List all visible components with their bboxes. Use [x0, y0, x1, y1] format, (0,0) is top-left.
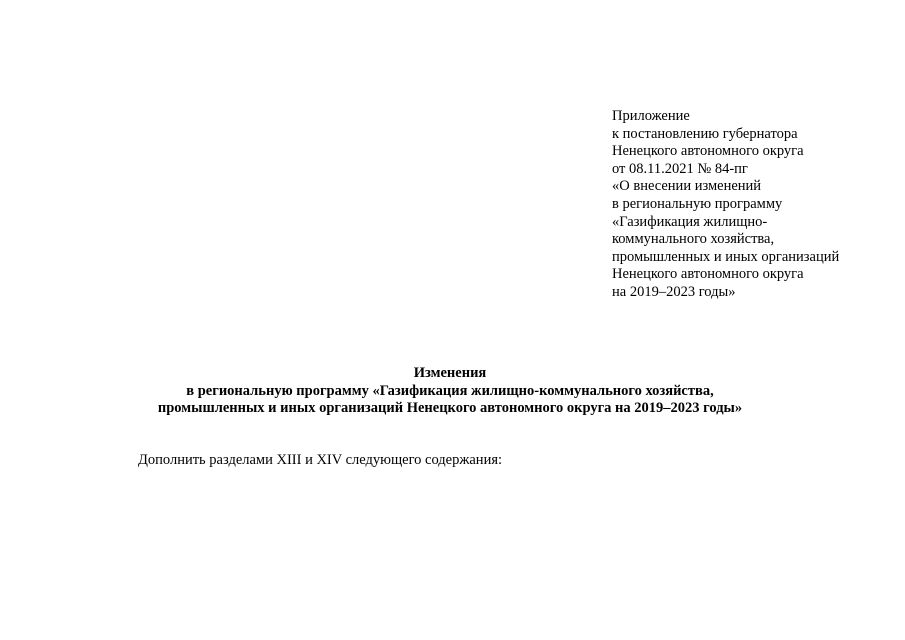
appendix-line: «Газификация жилищно-	[612, 213, 768, 230]
appendix-line: к постановлению губернатора	[612, 125, 798, 142]
appendix-line: Приложение	[612, 108, 690, 124]
appendix-line: коммунального хозяйства,	[612, 231, 775, 248]
appendix-header	[612, 108, 897, 302]
appendix-line: промышленных и иных организаций	[612, 248, 840, 265]
appendix-line: на 2019–2023 годы»	[612, 283, 736, 300]
appendix-line: Ненецкого автономного округа	[612, 143, 804, 160]
appendix-line: Ненецкого автономного округа	[612, 266, 804, 283]
appendix-line: «О внесении изменений	[612, 178, 762, 195]
title-subline: промышленных и иных организаций Ненецкого автономного округа на 2019–2023 годы»	[157, 400, 743, 417]
body-paragraph: Дополнить разделами XIII и XIV следующего содержания:	[138, 452, 503, 468]
appendix-line: в региональную программу	[612, 195, 783, 212]
title-heading: Изменения	[413, 365, 487, 381]
title-subline: в региональную программу «Газификация жилищно-коммунального хозяйства,	[186, 382, 714, 399]
appendix-line: от 08.11.2021 № 84-пг	[612, 160, 748, 177]
document-title	[100, 365, 800, 418]
